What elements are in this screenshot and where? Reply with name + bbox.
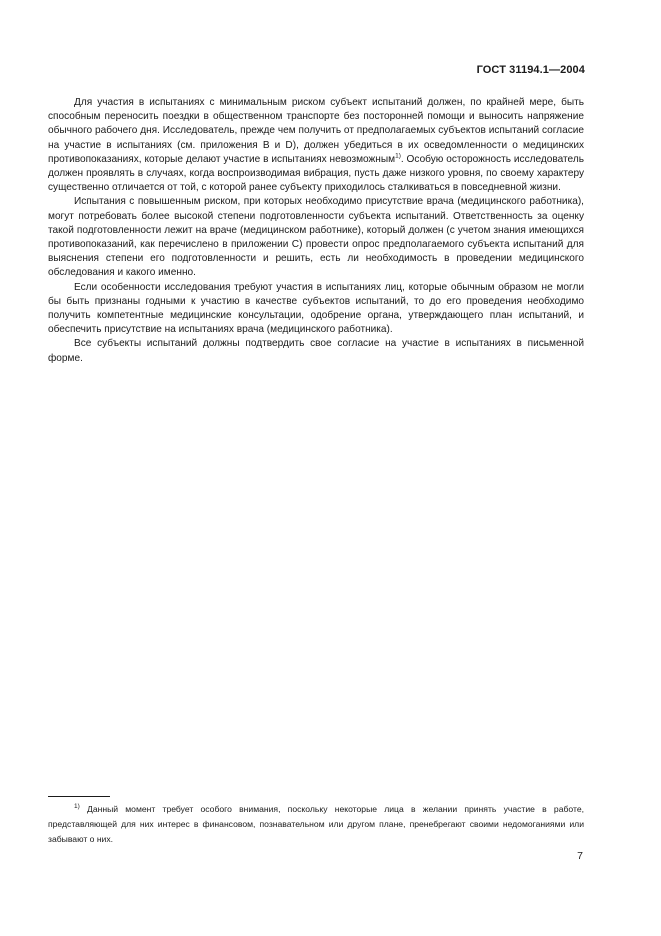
page-number: 7 (577, 850, 583, 862)
paragraph-3: Если особенности исследования требуют участия в испытаниях лиц, которые обычным образом не могли бы быть признаны годными к участию в качестве субъектов испытаний, то до его проведения необходимо получить компетентные медицинские консультации, одобрение органа, утверждающего план испытаний, и обеспечить присутствие на испытаниях врача (медицинского работника). (48, 281, 584, 336)
footnote-marker: 1) (74, 803, 80, 811)
footnote (48, 802, 584, 847)
paragraph-1-text: Для участия в испытаниях с минимальным риском субъект испытаний должен, по крайней мере, быть способным переносить поездки в общественном транспорте без посторонней помощи и выносить напряжение обычного рабочего дня. Исследователь, прежде чем получить от предполагаемых субъектов испытаний согласие на участие в испытаниях (см. приложения В и D), должен убедиться в их осведомленности о медицинских противопоказаниях, которые делают участие в испытаниях невозможным (48, 97, 584, 165)
footnote-reference: 1) (395, 152, 401, 160)
body-text (48, 96, 584, 366)
paragraph-2: Испытания с повышенным риском, при которых необходимо присутствие врача (медицинского работника), могут потребовать более высокой степени подготовленности субъекта испытаний. Ответственность за оценку такой подготовленности лежит на враче (медицинском работнике), который должен (с учетом знания имеющихся противопоказаний, как перечислено в приложении С) провести опрос предполагаемого субъекта испытаний для выяснения степени его подготовленности и решить, есть ли необходимость в проведении медицинского обследования и какого именно. (48, 196, 584, 279)
footnote-text: Данный момент требует особого внимания, поскольку некоторые лица в желании принять участие в работе, представляющей для них интерес в финансовом, познавательном или другом плане, пренебрегают своими недомоганиями или забывают о них. (48, 804, 584, 844)
paragraph-1-text-continued: . Особую осторожность исследователь должен проявлять в случаях, когда воспроизводимая вибрация, пусть даже низкого уровня, по своему характеру существенно отличается от той, с которой ранее субъекту приходилось сталкиваться в повседневной жизни. (48, 153, 584, 194)
standard-code-header: ГОСТ 31194.1—2004 (476, 64, 585, 76)
footnote-separator (48, 796, 110, 797)
paragraph-4: Все субъекты испытаний должны подтвердить свое согласие на участие в испытаниях в письменной форме. (48, 338, 584, 364)
paragraph-1 (48, 96, 584, 195)
